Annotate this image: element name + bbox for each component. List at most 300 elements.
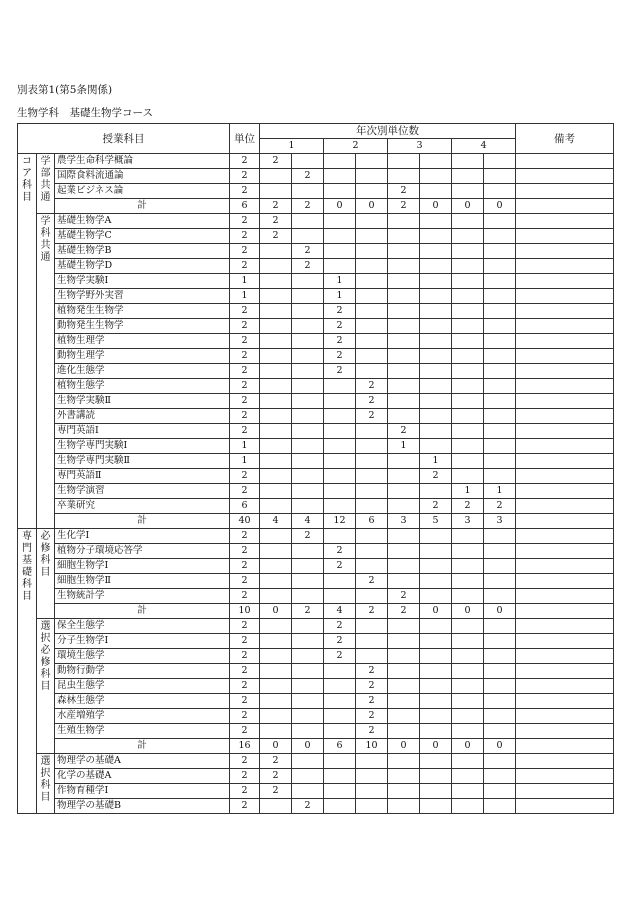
semester-cell [388, 754, 420, 769]
semester-cell [292, 559, 324, 574]
semester-cell [452, 154, 484, 169]
semester-cell [388, 634, 420, 649]
semester-cell: 2 [356, 409, 388, 424]
semester-cell: 2 [388, 184, 420, 199]
semester-cell: 3 [388, 514, 420, 529]
semester-cell [324, 679, 356, 694]
semester-cell [324, 394, 356, 409]
credits-cell: 1 [230, 439, 260, 454]
semester-cell: 2 [260, 769, 292, 784]
semester-cell [484, 319, 516, 334]
semester-cell [420, 244, 452, 259]
table-row [18, 454, 614, 469]
semester-cell [356, 244, 388, 259]
semester-cell [452, 649, 484, 664]
semester-cell: 0 [420, 739, 452, 754]
subject-cell: 水産増殖学 [55, 709, 230, 724]
credits-cell: 2 [230, 304, 260, 319]
semester-cell [260, 409, 292, 424]
table-row [18, 589, 614, 604]
semester-cell: 2 [324, 619, 356, 634]
table-row [18, 469, 614, 484]
semester-cell [452, 544, 484, 559]
semester-cell: 2 [260, 229, 292, 244]
semester-cell [292, 319, 324, 334]
table-row [18, 319, 614, 334]
semester-cell: 1 [420, 454, 452, 469]
semester-cell [292, 349, 324, 364]
semester-cell [420, 784, 452, 799]
semester-cell [324, 229, 356, 244]
semester-cell [484, 394, 516, 409]
subject-cell: 細胞生物学Ⅰ [55, 559, 230, 574]
semester-cell [292, 184, 324, 199]
semester-cell [420, 424, 452, 439]
semester-cell [260, 544, 292, 559]
table-row [18, 259, 614, 274]
semester-cell: 2 [324, 634, 356, 649]
subject-cell: 森林生態学 [55, 694, 230, 709]
semester-cell [452, 724, 484, 739]
semester-cell [324, 484, 356, 499]
subject-cell: 昆虫生態学 [55, 679, 230, 694]
semester-cell: 0 [420, 604, 452, 619]
semester-cell [452, 394, 484, 409]
semester-cell: 0 [388, 739, 420, 754]
table-row [18, 484, 614, 499]
table-row [18, 679, 614, 694]
semester-cell [324, 709, 356, 724]
semester-cell [420, 664, 452, 679]
table-row [18, 364, 614, 379]
remarks-cell [516, 739, 614, 754]
semester-cell: 0 [452, 604, 484, 619]
semester-cell [260, 709, 292, 724]
remarks-cell [516, 769, 614, 784]
remarks-cell [516, 259, 614, 274]
semester-cell [260, 334, 292, 349]
credits-cell: 2 [230, 319, 260, 334]
subject-cell: 生物学専門実験Ⅰ [55, 439, 230, 454]
subject-cell: 分子生物学Ⅰ [55, 634, 230, 649]
semester-cell: 2 [292, 799, 324, 814]
remarks-cell [516, 484, 614, 499]
category-core-dept: 学科共通 [37, 214, 55, 529]
semester-cell: 1 [452, 484, 484, 499]
semester-cell [484, 544, 516, 559]
semester-cell: 2 [388, 604, 420, 619]
semester-cell [484, 454, 516, 469]
semester-cell: 2 [324, 544, 356, 559]
subject-cell: 植物生態学 [55, 379, 230, 394]
semester-cell: 2 [324, 349, 356, 364]
semester-cell [484, 619, 516, 634]
year-group-header: 年次別単位数 [260, 124, 516, 139]
remarks-cell [516, 154, 614, 169]
semester-cell: 2 [484, 499, 516, 514]
semester-cell [260, 649, 292, 664]
semester-cell [420, 169, 452, 184]
semester-cell [356, 454, 388, 469]
semester-cell [388, 709, 420, 724]
semester-cell: 2 [260, 199, 292, 214]
table-row [18, 154, 614, 169]
semester-cell [356, 559, 388, 574]
semester-cell [484, 649, 516, 664]
semester-cell [292, 379, 324, 394]
semester-cell [420, 754, 452, 769]
credits-cell: 1 [230, 289, 260, 304]
semester-cell: 6 [356, 514, 388, 529]
semester-cell [484, 679, 516, 694]
credits-cell: 2 [230, 154, 260, 169]
subject-cell: 基礎生物学B [55, 244, 230, 259]
credits-cell: 2 [230, 484, 260, 499]
semester-cell [260, 439, 292, 454]
subject-cell: 生物学演習 [55, 484, 230, 499]
table-row [18, 439, 614, 454]
semester-cell [324, 184, 356, 199]
semester-cell [356, 349, 388, 364]
subject-cell: 専門英語Ⅰ [55, 424, 230, 439]
semester-cell [420, 769, 452, 784]
semester-cell [292, 694, 324, 709]
semester-cell: 2 [452, 499, 484, 514]
semester-cell: 2 [260, 754, 292, 769]
table-row [18, 334, 614, 349]
semester-cell [292, 664, 324, 679]
semester-cell [452, 559, 484, 574]
semester-cell [452, 679, 484, 694]
document-subtitle: 生物学科 基礎生物学コース [17, 107, 153, 119]
semester-cell [388, 694, 420, 709]
semester-cell [324, 769, 356, 784]
table-row [18, 244, 614, 259]
credits-cell: 2 [230, 724, 260, 739]
semester-cell [484, 409, 516, 424]
subject-cell: 植物発生生物学 [55, 304, 230, 319]
category-core: コア科目 [18, 154, 37, 529]
semester-cell [260, 274, 292, 289]
semester-cell [420, 364, 452, 379]
semester-cell: 2 [388, 424, 420, 439]
semester-cell: 4 [260, 514, 292, 529]
table-row [18, 499, 614, 514]
credits-cell: 2 [230, 424, 260, 439]
subject-cell: 植物分子環境応答学 [55, 544, 230, 559]
table-row [18, 184, 614, 199]
semester-cell [356, 769, 388, 784]
semester-cell [388, 799, 420, 814]
remarks-cell [516, 619, 614, 634]
subject-cell: 専門英語Ⅱ [55, 469, 230, 484]
semester-cell: 2 [356, 724, 388, 739]
remarks-cell [516, 754, 614, 769]
semester-cell: 3 [484, 514, 516, 529]
remarks-cell [516, 709, 614, 724]
semester-cell: 1 [388, 439, 420, 454]
semester-cell [324, 379, 356, 394]
remarks-cell [516, 784, 614, 799]
semester-cell [484, 469, 516, 484]
semester-cell [388, 619, 420, 634]
credits-cell: 2 [230, 574, 260, 589]
semester-cell [484, 259, 516, 274]
semester-cell [452, 184, 484, 199]
semester-cell [292, 364, 324, 379]
semester-cell [356, 319, 388, 334]
semester-cell [356, 424, 388, 439]
semester-cell [420, 289, 452, 304]
semester-cell [452, 664, 484, 679]
category-elective: 選択科目 [37, 754, 55, 814]
subject-cell: 基礎生物学C [55, 229, 230, 244]
semester-cell [292, 304, 324, 319]
table-row [18, 289, 614, 304]
credits-cell: 2 [230, 364, 260, 379]
table-row [18, 769, 614, 784]
semester-cell [356, 364, 388, 379]
semester-cell [420, 184, 452, 199]
subject-cell: 計 [55, 199, 230, 214]
subject-cell: 生殖生物学 [55, 724, 230, 739]
semester-cell: 2 [356, 394, 388, 409]
semester-cell [356, 589, 388, 604]
semester-cell [452, 469, 484, 484]
semester-cell [260, 289, 292, 304]
semester-cell [452, 634, 484, 649]
semester-cell: 2 [292, 259, 324, 274]
semester-cell [452, 784, 484, 799]
semester-cell [356, 754, 388, 769]
semester-cell [388, 529, 420, 544]
remarks-cell [516, 469, 614, 484]
credits-cell: 2 [230, 184, 260, 199]
semester-cell [388, 364, 420, 379]
subject-cell: 環境生態学 [55, 649, 230, 664]
semester-cell [484, 169, 516, 184]
subject-cell: 化学の基礎A [55, 769, 230, 784]
semester-cell [452, 169, 484, 184]
semester-cell [356, 274, 388, 289]
semester-cell: 2 [324, 304, 356, 319]
table-row [18, 559, 614, 574]
remarks-cell [516, 334, 614, 349]
semester-cell [292, 469, 324, 484]
remarks-cell [516, 214, 614, 229]
semester-cell [356, 289, 388, 304]
semester-cell [388, 469, 420, 484]
semester-cell [484, 559, 516, 574]
remarks-cell [516, 499, 614, 514]
semester-cell [452, 424, 484, 439]
year-4-header: 4 [452, 139, 516, 154]
remarks-cell [516, 574, 614, 589]
semester-cell [388, 169, 420, 184]
semester-cell [388, 154, 420, 169]
semester-cell [420, 229, 452, 244]
credits-cell: 1 [230, 274, 260, 289]
semester-cell [452, 364, 484, 379]
credits-cell: 2 [230, 379, 260, 394]
credits-cell: 2 [230, 754, 260, 769]
semester-cell: 2 [324, 364, 356, 379]
semester-cell [324, 574, 356, 589]
subject-cell: 外書講読 [55, 409, 230, 424]
semester-cell [260, 349, 292, 364]
semester-cell [292, 574, 324, 589]
table-row [18, 274, 614, 289]
remarks-cell [516, 439, 614, 454]
subtotal-row [18, 514, 614, 529]
semester-cell: 2 [356, 679, 388, 694]
semester-cell [324, 154, 356, 169]
semester-cell [324, 754, 356, 769]
table-row [18, 544, 614, 559]
semester-cell [452, 334, 484, 349]
semester-cell [388, 379, 420, 394]
semester-cell [388, 334, 420, 349]
semester-cell [260, 469, 292, 484]
semester-cell [484, 724, 516, 739]
table-row [18, 229, 614, 244]
remarks-header: 備考 [516, 124, 614, 154]
table-row [18, 649, 614, 664]
semester-cell [292, 484, 324, 499]
semester-cell [484, 574, 516, 589]
credits-cell: 2 [230, 634, 260, 649]
semester-cell [260, 679, 292, 694]
semester-cell [292, 544, 324, 559]
semester-cell: 1 [324, 274, 356, 289]
semester-cell [484, 694, 516, 709]
credits-cell: 2 [230, 544, 260, 559]
semester-cell [452, 439, 484, 454]
semester-cell [420, 649, 452, 664]
semester-cell: 1 [484, 484, 516, 499]
remarks-cell [516, 319, 614, 334]
subject-cell: 基礎生物学A [55, 214, 230, 229]
semester-cell [260, 634, 292, 649]
semester-cell [388, 784, 420, 799]
semester-cell [452, 409, 484, 424]
credits-cell: 2 [230, 799, 260, 814]
semester-cell [452, 619, 484, 634]
semester-cell [356, 529, 388, 544]
semester-cell [324, 214, 356, 229]
table-row [18, 709, 614, 724]
semester-cell [452, 244, 484, 259]
semester-cell [356, 544, 388, 559]
semester-cell [484, 799, 516, 814]
semester-cell [324, 259, 356, 274]
semester-cell [292, 454, 324, 469]
semester-cell [292, 769, 324, 784]
semester-cell: 2 [388, 199, 420, 214]
semester-cell [260, 799, 292, 814]
semester-cell: 0 [420, 199, 452, 214]
semester-cell [388, 349, 420, 364]
remarks-cell [516, 724, 614, 739]
table-row [18, 619, 614, 634]
semester-cell [420, 694, 452, 709]
subject-cell: 生物学専門実験Ⅱ [55, 454, 230, 469]
credits-cell: 10 [230, 604, 260, 619]
semester-cell: 0 [356, 199, 388, 214]
semester-cell [292, 589, 324, 604]
semester-cell: 12 [324, 514, 356, 529]
subject-cell: 計 [55, 604, 230, 619]
remarks-cell [516, 454, 614, 469]
semester-cell [292, 499, 324, 514]
semester-cell [484, 289, 516, 304]
semester-cell [452, 349, 484, 364]
credits-cell: 2 [230, 529, 260, 544]
semester-cell [292, 634, 324, 649]
category-core-faculty: 学部共通 [37, 154, 55, 214]
semester-cell [356, 469, 388, 484]
semester-cell [420, 349, 452, 364]
semester-cell: 2 [356, 574, 388, 589]
semester-cell [324, 589, 356, 604]
credits-cell: 2 [230, 784, 260, 799]
semester-cell: 2 [388, 589, 420, 604]
table-row [18, 379, 614, 394]
semester-cell: 6 [324, 739, 356, 754]
remarks-cell [516, 604, 614, 619]
semester-cell [388, 559, 420, 574]
semester-cell [484, 439, 516, 454]
subject-cell: 生物統計学 [55, 589, 230, 604]
semester-cell [292, 274, 324, 289]
remarks-cell [516, 589, 614, 604]
remarks-cell [516, 694, 614, 709]
semester-cell [484, 424, 516, 439]
semester-cell [356, 154, 388, 169]
subject-cell: 生物学実験Ⅰ [55, 274, 230, 289]
semester-cell [388, 409, 420, 424]
semester-cell [452, 304, 484, 319]
subject-cell: 動物行動学 [55, 664, 230, 679]
remarks-cell [516, 244, 614, 259]
semester-cell [356, 169, 388, 184]
semester-cell: 0 [484, 739, 516, 754]
semester-cell [452, 529, 484, 544]
remarks-cell [516, 664, 614, 679]
semester-cell [324, 409, 356, 424]
semester-cell [420, 544, 452, 559]
table-row [18, 394, 614, 409]
subject-cell: 物理学の基礎A [55, 754, 230, 769]
semester-cell [292, 649, 324, 664]
semester-cell [260, 169, 292, 184]
credits-cell: 2 [230, 394, 260, 409]
semester-cell [420, 409, 452, 424]
semester-cell [388, 304, 420, 319]
semester-cell [420, 559, 452, 574]
semester-cell: 2 [292, 529, 324, 544]
credits-cell: 2 [230, 619, 260, 634]
semester-cell: 4 [292, 514, 324, 529]
semester-cell [260, 259, 292, 274]
semester-cell [420, 679, 452, 694]
table-row [18, 409, 614, 424]
semester-cell [356, 499, 388, 514]
semester-cell [292, 334, 324, 349]
semester-cell [388, 454, 420, 469]
remarks-cell [516, 274, 614, 289]
semester-cell: 4 [324, 604, 356, 619]
